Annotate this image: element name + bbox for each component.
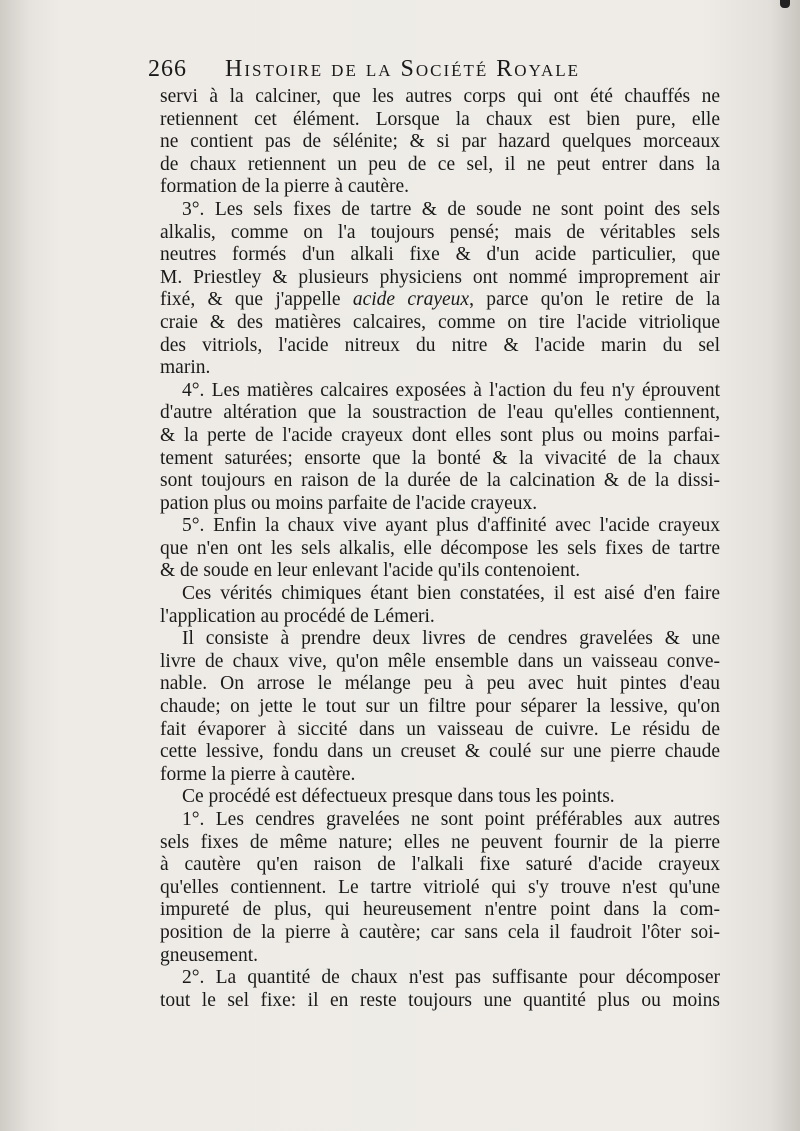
text-line: & la perte de l'acide crayeux dont elles sont plus ou moins parfai- xyxy=(160,424,720,446)
text-line: Il consiste à prendre deux livres de cendres gravelées & une xyxy=(182,628,720,650)
text-line: que n'en ont les sels alkalis, elle décompose les sels fixes de tartre xyxy=(160,537,720,559)
text-line: forme la pierre à cautère. xyxy=(160,763,356,785)
text-line: & de soude en leur enlevant l'acide qu'ils contenoient. xyxy=(160,560,581,582)
text-fragment: , parce qu'on le retire de la xyxy=(469,289,720,311)
text-line: ne contient pas de sélénite; & si par hazard quelques morceaux xyxy=(160,131,720,153)
body-text xyxy=(160,86,720,1012)
text-line: Ce procédé est défectueux presque dans tous les points. xyxy=(182,786,615,808)
text-line: formation de la pierre à cautère. xyxy=(160,176,410,198)
text-line: gneusement. xyxy=(160,944,259,966)
text-line: l'application au procédé de Lémeri. xyxy=(160,605,435,627)
text-line: d'autre altération que la soustraction de l'eau qu'elles contiennent, xyxy=(160,402,720,424)
text-line: 5°. Enfin la chaux vive ayant plus d'affinité avec l'acide crayeux xyxy=(182,515,720,537)
text-line: craie & des matières calcaires, comme on tire l'acide vitriolique xyxy=(160,311,720,333)
text-line: cette lessive, fondu dans un creuset & coulé sur une pierre chaude xyxy=(160,741,720,763)
ink-mark xyxy=(780,0,790,8)
text-line: marin. xyxy=(160,357,211,379)
text-line: impureté de plus, qui heureusement n'entre point dans la com- xyxy=(160,899,720,921)
running-head: Histoire de la Société Royale xyxy=(225,56,581,82)
page-header xyxy=(148,52,708,86)
page-number: 266 xyxy=(148,56,187,82)
text-line: tout le sel fixe: il en reste toujours une quantité plus ou moins xyxy=(160,989,720,1011)
text-line: des vitriols, l'acide nitreux du nitre & l'acide marin du sel xyxy=(160,334,720,356)
text-line: 3°. Les sels fixes de tartre & de soude ne sont point des sels xyxy=(182,198,720,220)
text-line: M. Priestley & plusieurs physiciens ont nommé improprement air xyxy=(160,266,720,288)
text-fragment: fixé, & que j'appelle xyxy=(160,289,353,311)
text-line: 1°. Les cendres gravelées ne sont point préférables aux autres xyxy=(182,809,720,830)
text-line: sels fixes de même nature; elles ne peuvent fournir de la pierre xyxy=(160,831,720,853)
text-line: servi à la calciner, que les autres corps qui ont été chauffés ne xyxy=(160,86,720,107)
text-line: chaude; on jette le tout sur un filtre pour séparer la lessive, qu'on xyxy=(160,696,720,718)
text-line-mixed xyxy=(160,289,720,312)
text-line: nable. On arrose le mélange peu à peu avec huit pintes d'eau xyxy=(160,673,720,695)
text-line: 4°. Les matières calcaires exposées à l'action du feu n'y éprouvent xyxy=(182,379,720,401)
text-line: sont toujours en raison de la durée de la calcination & de la dissi- xyxy=(160,470,720,492)
text-line: qu'elles contiennent. Le tartre vitriolé qui s'y trouve n'est qu'une xyxy=(160,876,720,898)
text-line: pation plus ou moins parfaite de l'acide crayeux. xyxy=(160,492,538,514)
text-line: retiennent cet élément. Lorsque la chaux est bien pure, elle xyxy=(160,108,720,130)
text-line: neutres formés d'un alkali fixe & d'un acide particulier, que xyxy=(160,244,720,266)
text-line: à cautère qu'en raison de l'alkali fixe saturé d'acide crayeux xyxy=(160,854,720,876)
text-line: 2°. La quantité de chaux n'est pas suffisante pour décomposer xyxy=(182,967,720,989)
text-line: tement saturées; ensorte que la bonté & la vivacité de la chaux xyxy=(160,447,720,469)
italic-term: acide crayeux xyxy=(352,289,470,311)
text-line: position de la pierre à cautère; car sans cela il faudroit l'ôter soi- xyxy=(160,921,720,943)
text-line: de chaux retiennent un peu de ce sel, il ne peut entrer dans la xyxy=(160,153,720,175)
text-line: livre de chaux vive, qu'on mêle ensemble dans un vaisseau conve- xyxy=(160,650,720,672)
text-line: Ces vérités chimiques étant bien constatées, il est aisé d'en faire xyxy=(182,583,720,605)
text-line: fait évaporer à siccité dans un vaisseau de cuivre. Le résidu de xyxy=(160,718,720,740)
text-line: alkalis, comme on l'a toujours pensé; mais de véritables sels xyxy=(160,221,720,243)
